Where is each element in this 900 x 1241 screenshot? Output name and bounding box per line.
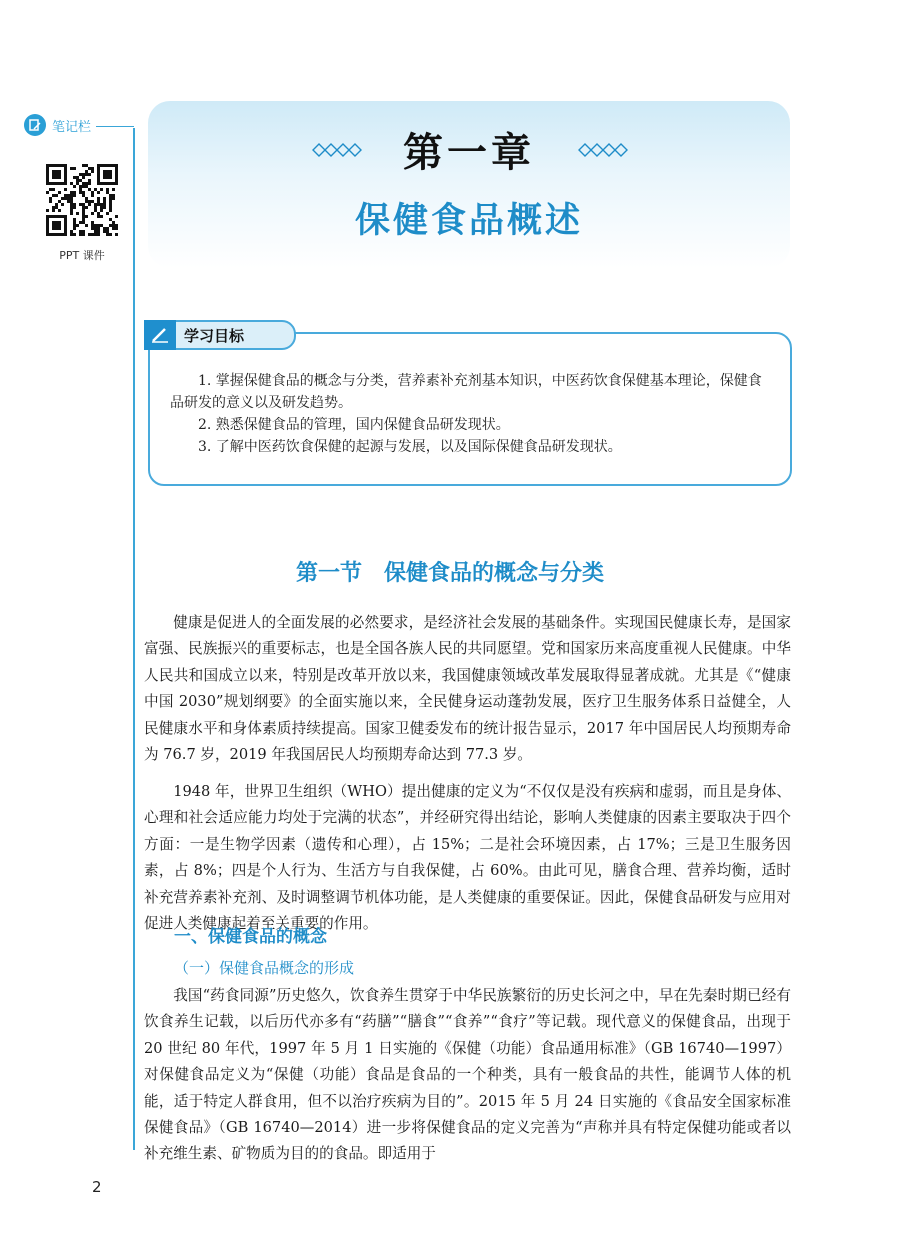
section-title: 第一节 保健食品的概念与分类: [295, 561, 604, 586]
notes-label: [24, 114, 91, 136]
paragraph-2: 1948 年，世界卫生组织（WHO）提出健康的定义为“不仅仅是没有疾病和虚弱，而且是身体、心理和社会适应能力均处于完满的状态”，并经研究得出结论，影响人类健康的因素主要取决于四个方面：一是生物学因素（遗传和心理），占 15%；二是社会环境因素，占 17%；三是卫生服务因素，占 8%；四是个人行为、生活方与自我保健，占 60%。由此可见，膳食合理、营养均衡，适时补充营养素补充剂、及时调整调节机体功能，是人类健康的重要保证。因此，保健食品研发与应用对促进人类健康起着至关重要的作用。: [144, 783, 791, 933]
notes-rule: [96, 126, 134, 127]
pencil-icon: [144, 320, 176, 350]
qr-code[interactable]: [46, 164, 118, 236]
chapter-banner: [148, 101, 790, 268]
qr-caption: PPT 课件: [59, 249, 105, 262]
paragraph-3: 我国“药食同源”历史悠久，饮食养生贯穿于中华民族繁衍的历史长河之中，早在先秦时期已经有饮食养生记载，以后历代亦多有“药膳”“膳食”“食养”“食疗”等记载。现代意义的保健食品，出现于 20 世纪 80 年代，1997 年 5 月 1 日实施的《保健（功能）食品通用标准》（GB 16740—1997）对保健食品定义为“保健（功能）食品是食品的一个种类，具有一般食品的共性，能调节人体的机能，适于特定人群食用，但不以治疗疾病为目的”。2015 年 5 月 24 日实施的《食品安全国家标准 保健食品》（GB 16740—2014）进一步将保健食品的定义完善为“声称并具有特定保健功能或者以补充维生素、矿物质为目的的食品。即适用于: [144, 987, 791, 1163]
chapter-title: 保健食品概述: [354, 200, 583, 241]
objective-item: 2. 熟悉保健食品的管理，国内保健食品研发现状。: [198, 417, 510, 433]
learning-objectives-label: 学习目标: [184, 326, 245, 345]
margin-line: [133, 128, 135, 1150]
chapter-number: 第一章: [403, 129, 535, 176]
notes-label-text: 笔记栏: [52, 119, 92, 135]
paragraph-1: 健康是促进人的全面发展的必然要求，是经济社会发展的基础条件。实现国民健康长寿，是国家富强、民族振兴的重要标志，也是全国各族人民的共同愿望。党和国家历来高度重视人民健康。中华人民共和国成立以来，特别是改革开放以来，我国健康领域改革发展取得显著成就。尤其是《“健康中国 2030”规划纲要》的全面实施以来，全民健身运动蓬勃发展，医疗卫生服务体系日益健全，人民健康水平和身体素质持续提高。国家卫健委发布的统计报告显示，2017 年中国居民人均预期寿命为 76.7 岁，2019 年我国居民人均预期寿命达到 77.3 岁。: [144, 614, 791, 764]
learning-objectives-tab: [144, 320, 296, 350]
objective-item: 3. 了解中医药饮食保健的起源与发展，以及国际保健食品研发现状。: [198, 439, 622, 455]
sub-subsection-heading: （一）保健食品概念的形成: [174, 959, 355, 977]
objectives-list: [170, 370, 770, 458]
page-number: 2: [92, 1178, 102, 1196]
objective-item: 1. 掌握保健食品的概念与分类，营养素补充剂基本知识，中医药饮食保健基本理论，保健食品研发的意义以及研发趋势。: [170, 373, 762, 411]
notes-icon: [24, 114, 46, 136]
subsection-heading: 一、保健食品的概念: [174, 927, 327, 947]
